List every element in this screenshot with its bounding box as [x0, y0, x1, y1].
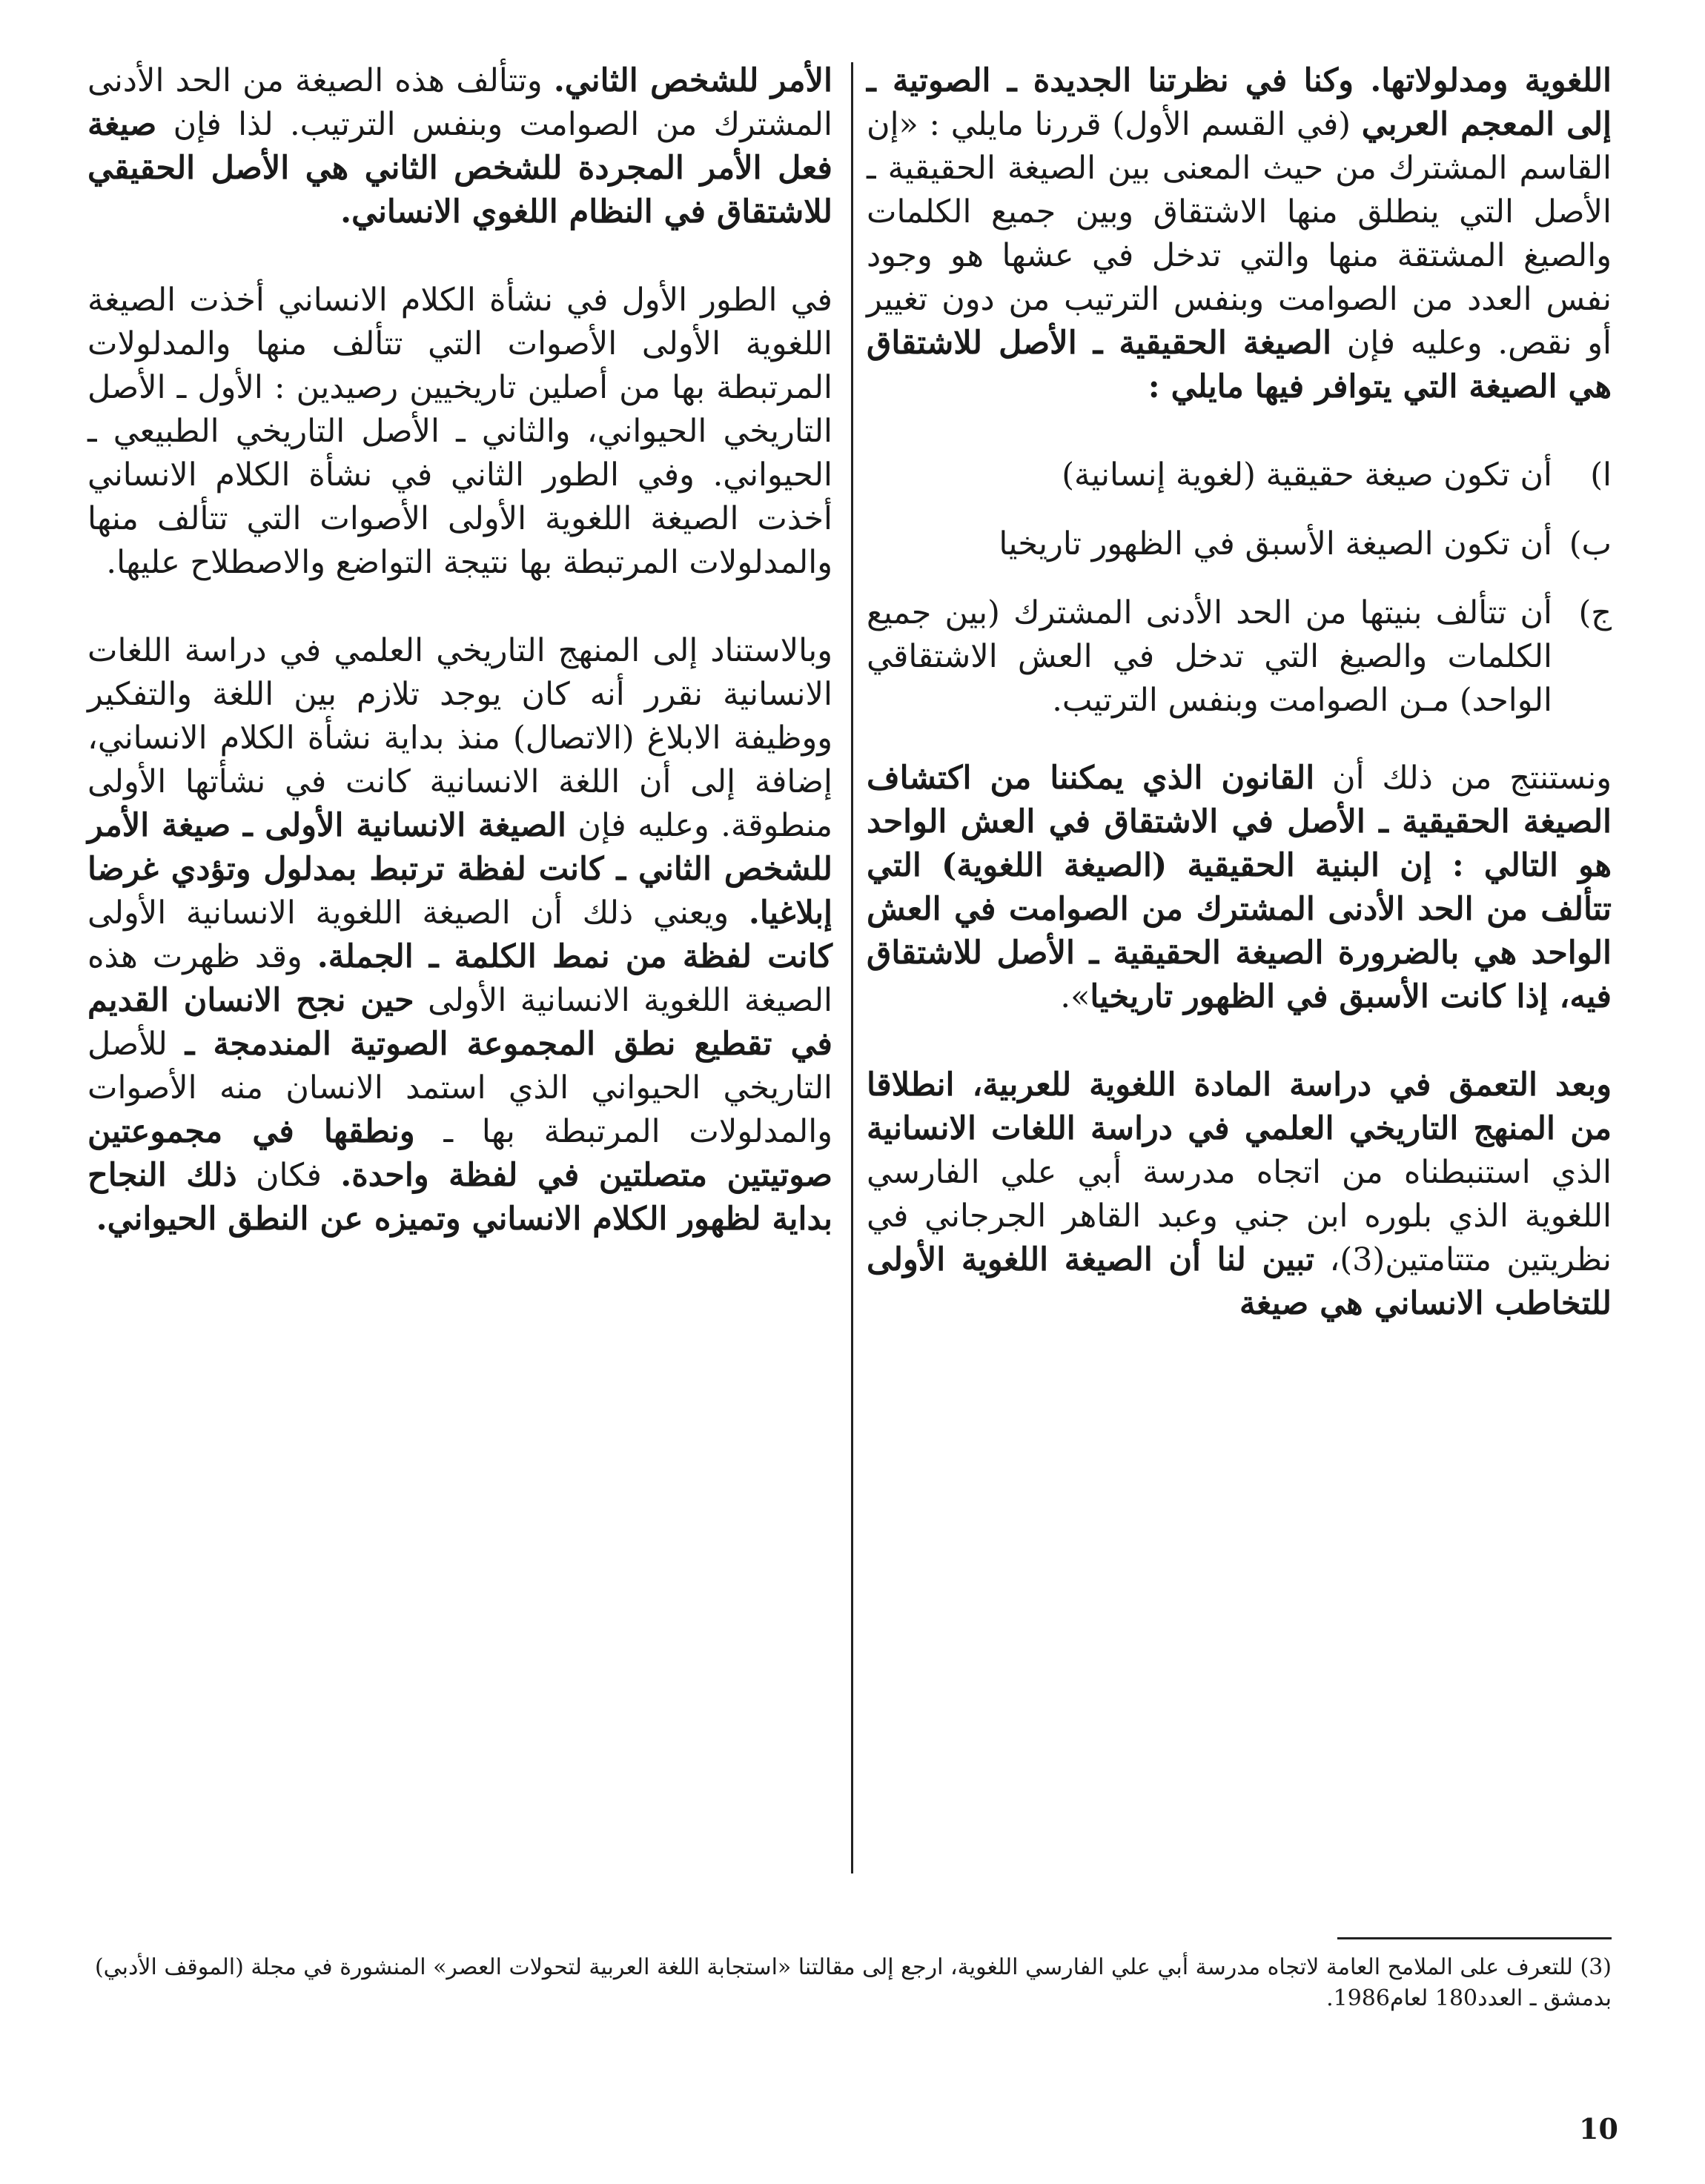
- list-marker: ب): [1569, 525, 1612, 562]
- bold-text: ذلك النجاح بداية لظهور الكلام الانساني وتميزه عن النطق الحيواني.: [87, 1157, 832, 1238]
- footnote-line: بدمشق ـ العدد180 لعام1986.: [1326, 1985, 1612, 2011]
- bold-text: الأمر للشخص الثاني.: [553, 62, 832, 99]
- list-item-text: أن تكون صيغة حقيقية (لغوية إنسانية): [1062, 457, 1552, 494]
- paragraph: [87, 279, 832, 585]
- list-marker: ا): [1590, 457, 1612, 494]
- bold-text: الصيغة الانسانية الأولى ـ صيغة الأمر للشخص الثاني ـ كانت لفظة ترتبط بمدلول وتؤدي غرضا إبلاغيا.: [87, 807, 832, 932]
- column-divider: [851, 62, 853, 1873]
- left-column: [87, 59, 832, 1286]
- bold-text: اللغوية ومدلولاتها. وكنا في نظرتنا الجديدة ـ الصوتية ـ إلى المعجم العربي: [867, 62, 1612, 143]
- bold-text: تبين لنا أن الصيغة اللغوية الأولى للتخاطب الانساني هي صيغة: [867, 1241, 1612, 1322]
- page-number: 10: [1579, 2112, 1618, 2145]
- right-column: [867, 59, 1612, 1370]
- bold-text: ونطقها في مجموعتين صوتيتين متصلتين في لفظة واحدة.: [87, 1113, 832, 1194]
- list-item-text: أن تكون الصيغة الأسبق في الظهور تاريخيا: [999, 525, 1552, 562]
- body-text: ويعني ذلك أن الصيغة اللغوية الانسانية الأولى: [87, 894, 749, 932]
- paragraph: [867, 1063, 1612, 1326]
- footnote-line: (3) للتعرف على الملامح العامة لاتجاه مدرسة أبي علي الفارسي اللغوية، ارجع إلى مقالتنا «استجابة اللغة العربية لتحولات العصر» المنشورة في مجلة (الموقف الأدبي): [94, 1954, 1612, 1980]
- bold-text: حين نجح الانسان القديم في تقطيع نطق المجموعة الصوتية المندمجة ـ: [87, 982, 832, 1063]
- body-text: الذي استنبطناه من اتجاه مدرسة أبي علي الفارسي اللغوية الذي بلوره ابن جني وعبد القاهر الجرجاني في نظريتين متتامتين(3)،: [867, 1154, 1612, 1278]
- bold-text: كانت لفظة من نمط الكلمة ـ الجملة.: [317, 938, 833, 975]
- paragraph: [867, 757, 1612, 1019]
- list-item: [867, 591, 1612, 723]
- body-text: ونستنتج من ذلك أن: [1314, 760, 1612, 797]
- body-text: فكان: [236, 1157, 341, 1194]
- body-text: ».: [1060, 978, 1090, 1015]
- body-text: وقد ظهرت هذه الصيغة اللغوية الانسانية الأولى: [87, 938, 833, 1019]
- list-item: [867, 522, 1612, 566]
- bold-text: وبعد التعمق في دراسة المادة اللغوية للعربية، انطلاقا من المنهج التاريخي العلمي في دراسة اللغات الانسانية: [867, 1066, 1612, 1147]
- footnote: [87, 1952, 1612, 2014]
- body-text: للأصل التاريخي الحيواني الذي استمد الانسان منه الأصوات والمدلولات المرتبطة بها ـ: [87, 1026, 832, 1150]
- list-item-text: أن تتألف بنيتها من الحد الأدنى المشترك (بين جميع الكلمات والصيغ التي تدخل في العش الاشتقاقي الواحد) مـن الصوامت وبنفس الترتيب.: [867, 594, 1552, 719]
- body-text: وتتألف هذه الصيغة من الحد الأدنى المشترك من الصوامت وبنفس الترتيب. لذا فإن: [87, 62, 832, 143]
- footnote-rule: [1337, 1937, 1612, 1939]
- paragraph: [867, 59, 1612, 409]
- paragraph: [87, 629, 832, 1241]
- paragraph: [87, 59, 832, 234]
- bold-text: القانون الذي يمكننا من اكتشاف الصيغة الحقيقية ـ الأصل في الاشتقاق في العش الواحد هو التالي : إن البنية الحقيقية (الصيغة اللغوية) التي تتألف من الحد الأدنى المشترك من الصوامت في العش الواحد هي بالضرورة الصيغة الحقيقية ـ الأصل للاشتقاق فيه، إذا كانت الأسبق في الظهور تاريخيا: [867, 760, 1612, 1015]
- body-text: وبالاستناد إلى المنهج التاريخي العلمي في دراسة اللغات الانسانية نقرر أنه كان يوجد تلازم بين اللغة والتفكير ووظيفة الابلاغ (الاتصال) منذ بداية نشأة الكلام الانساني، إضافة إلى أن اللغة الانسانية كانت في نشأتها الأولى منطوقة. وعليه فإن: [87, 632, 833, 844]
- list-item: [867, 454, 1612, 497]
- body-text: في الطور الأول في نشأة الكلام الانساني أخذت الصيغة اللغوية الأولى الأصوات التي تتألف منها والمدلولات المرتبطة بها من أصلين تاريخيين رصيدين : الأول ـ الأصل التاريخي الحيواني، والثاني ـ الأصل التاريخي الطبيعي ـ الحيواني. وفي الطور الثاني في نشأة الكلام الانساني أخذت الصيغة اللغوية الأولى الأصوات التي تتألف منها والمدلولات المرتبطة بها نتيجة التواضع والاصطلاح عليها.: [87, 282, 832, 581]
- bold-text: الصيغة الحقيقية ـ الأصل للاشتقاق هي الصيغة التي يتوافر فيها مايلي :: [867, 325, 1612, 405]
- conditions-list: [867, 454, 1612, 723]
- bold-text: صيغة فعل الأمر المجردة للشخص الثاني هي الأصل الحقيقي للاشتقاق في النظام اللغوي الانساني.: [87, 106, 832, 230]
- list-marker: ج): [1578, 594, 1612, 631]
- body-text: (في القسم الأول) قررنا مايلي : «إن القاسم المشترك من حيث المعنى بين الصيغة الحقيقية ـ الأصل التي ينطلق منها الاشتقاق وبين جميع الكلمات والصيغ المشتقة منها والتي تدخل في عشها هو وجود نفس العدد من الصوامت وبنفس الترتيب من دون تغيير أو نقص. وعليه فإن: [867, 106, 1612, 362]
